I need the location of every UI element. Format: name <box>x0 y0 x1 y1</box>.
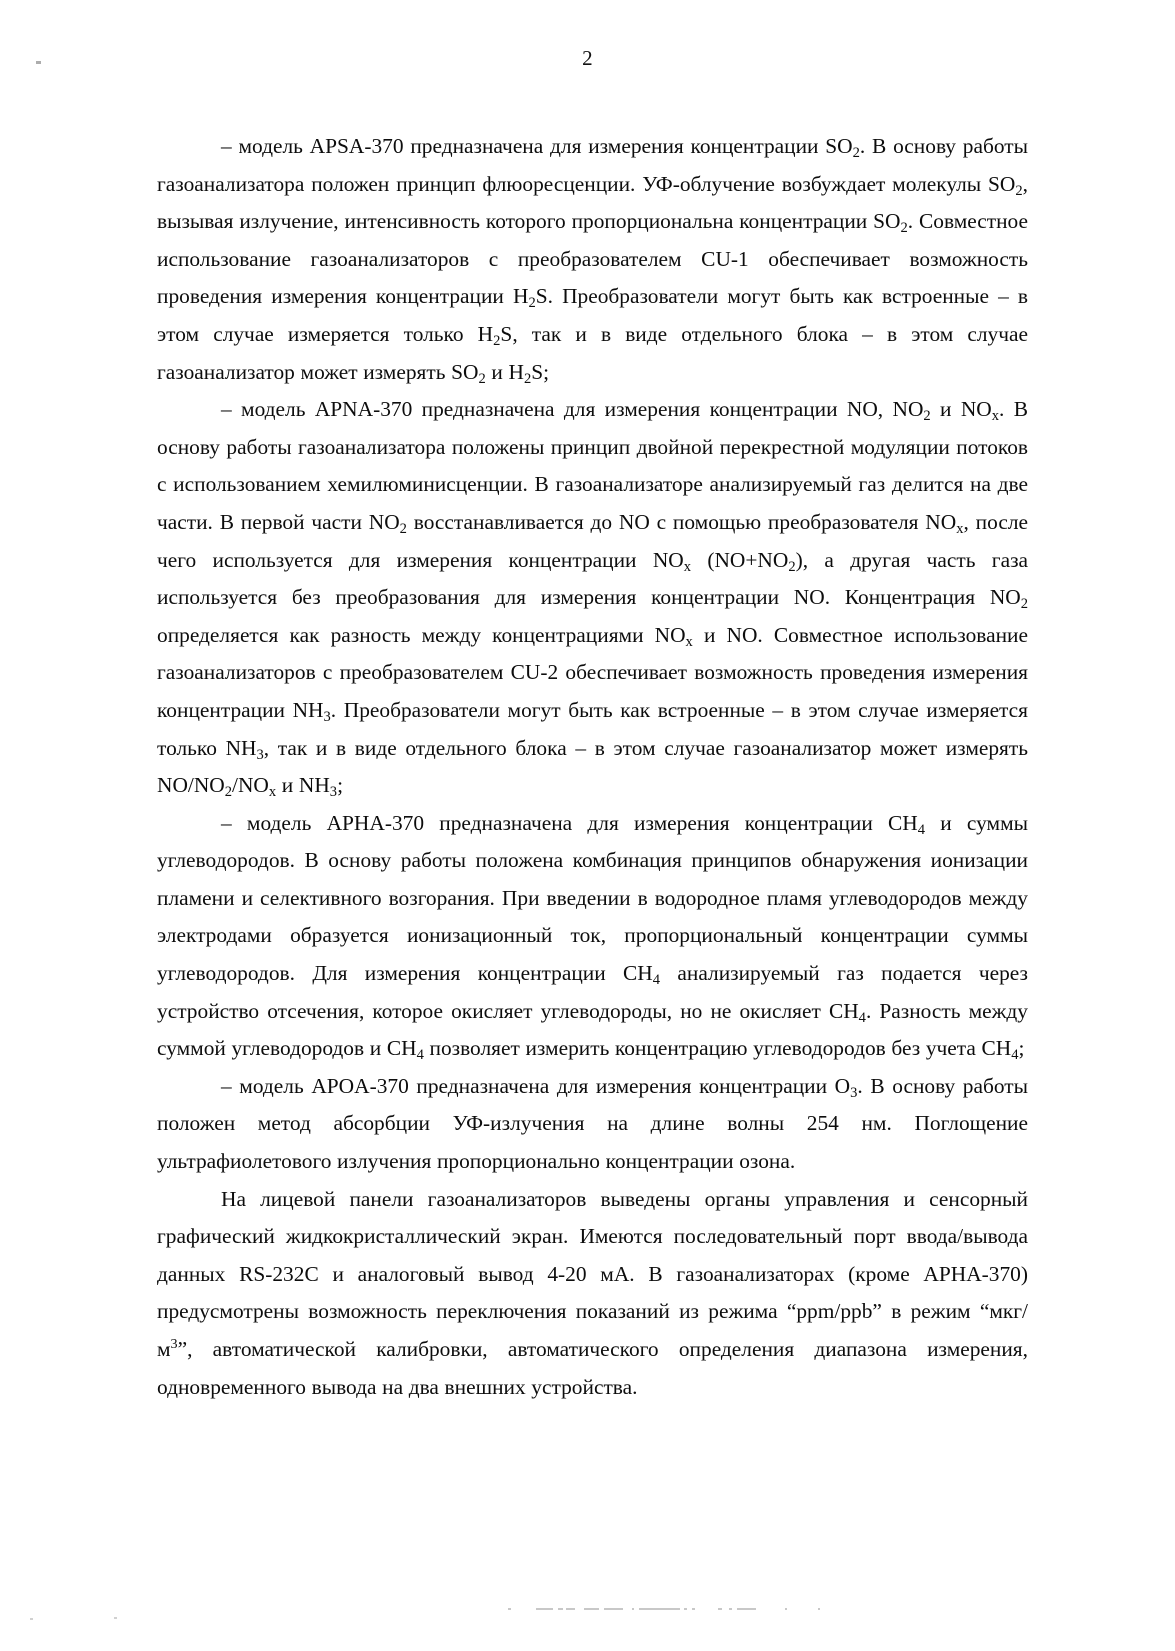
body-text-column <box>157 128 1028 1406</box>
scan-footer-artefacts <box>0 1608 1175 1616</box>
paragraph-apsa-370: – модель APSA-370 предназначена для измерения концентрации $SO_2$. В основу работы газоанализатора положен принцип флюоресценции. УФ-облучение возбуждает молекулы $SO_2$, вызывая излучение, интенсивность которого пропорциональна концентрации $SO_2$. Совместное использование газоанализаторов с преобразователем CU-1 обеспечивает возможность проведения измерения концентрации $H_2S$. Преобразователи могут быть как встроенные – в этом случае измеряется только $H_2S$, так и в виде отдельного блока – в этом случае газоанализатор может измерять $SO_2$ и $H_2S$; <box>157 134 1028 387</box>
scan-speck <box>30 1618 33 1620</box>
paragraph-apha-370: – модель APHA-370 предназначена для измерения концентрации $CH_4$ и суммы углеводородов. В основу работы положена комбинация принципов обнаружения ионизации пламени и селективного возгорания. При введении в водородное пламя углеводородов между электродами образуется ионизационный ток, пропорциональный концентрации суммы углеводородов. Для измерения концентрации $CH_4$ анализируемый газ подается через устройство отсечения, которое окисляет углеводороды, но не окисляет $CH_4$. Разность между суммой углеводородов и $CH_4$ позволяет измерить концентрацию углеводородов без учета $CH_4$; <box>157 810 1028 1064</box>
paragraph-front-panel: На лицевой панели газоанализаторов выведены органы управления и сенсорный графический жидкокристаллический экран. Имеются последовательный порт ввода/вывода данных RS-232C и аналоговый вывод 4-20 мА. В газоанализаторах (кроме APHA-370) предусмотрены возможность переключения показаний из режима “ppm/ppb” в режим “$мкг/м^3$”, автоматической калибровки, автоматического определения диапазона измерения, одновременного вывода на два внешних устройства. <box>157 1186 1028 1399</box>
paragraph-apna-370: – модель APNA-370 предназначена для измерения концентрации NO, $NO_2$ и $NO_x$. В основу работы газоанализатора положены принцип двойной перекрестной модуляции потоков с использованием хемилюминисценции. В газоанализаторе анализируемый газ делится на две части. В первой части $NO_2$ восстанавливается до NO с помощью преобразователя $NO_x$, после чего используется для измерения концентрации $NO_x$ $(NO+NO_2)$, а другая часть газа используется без преобразования для измерения концентрации NO. Концентрация $NO_2$ определяется как разность между концентрациями $NO_x$ и NO. Совместное использование газоанализаторов с преобразователем CU-2 обеспечивает возможность проведения измерения концентрации $NH_3$. Преобразователи могут быть как встроенные – в этом случае измеряется только $NH_3$, так и в виде отдельного блока – в этом случае газоанализатор может измерять $NO/NO_2/NO_x$ и $NH_3$; <box>157 397 1029 801</box>
page-number: 2 <box>582 46 593 70</box>
paragraph-apoa-370: – модель APOA-370 предназначена для измерения концентрации $O_3$. В основу работы положен метод абсорбции УФ-излучения на длине волны 254 нм. Поглощение ультрафиолетового излучения пропорционально концентрации озона. <box>157 1073 1028 1174</box>
scan-speck <box>114 1617 117 1619</box>
